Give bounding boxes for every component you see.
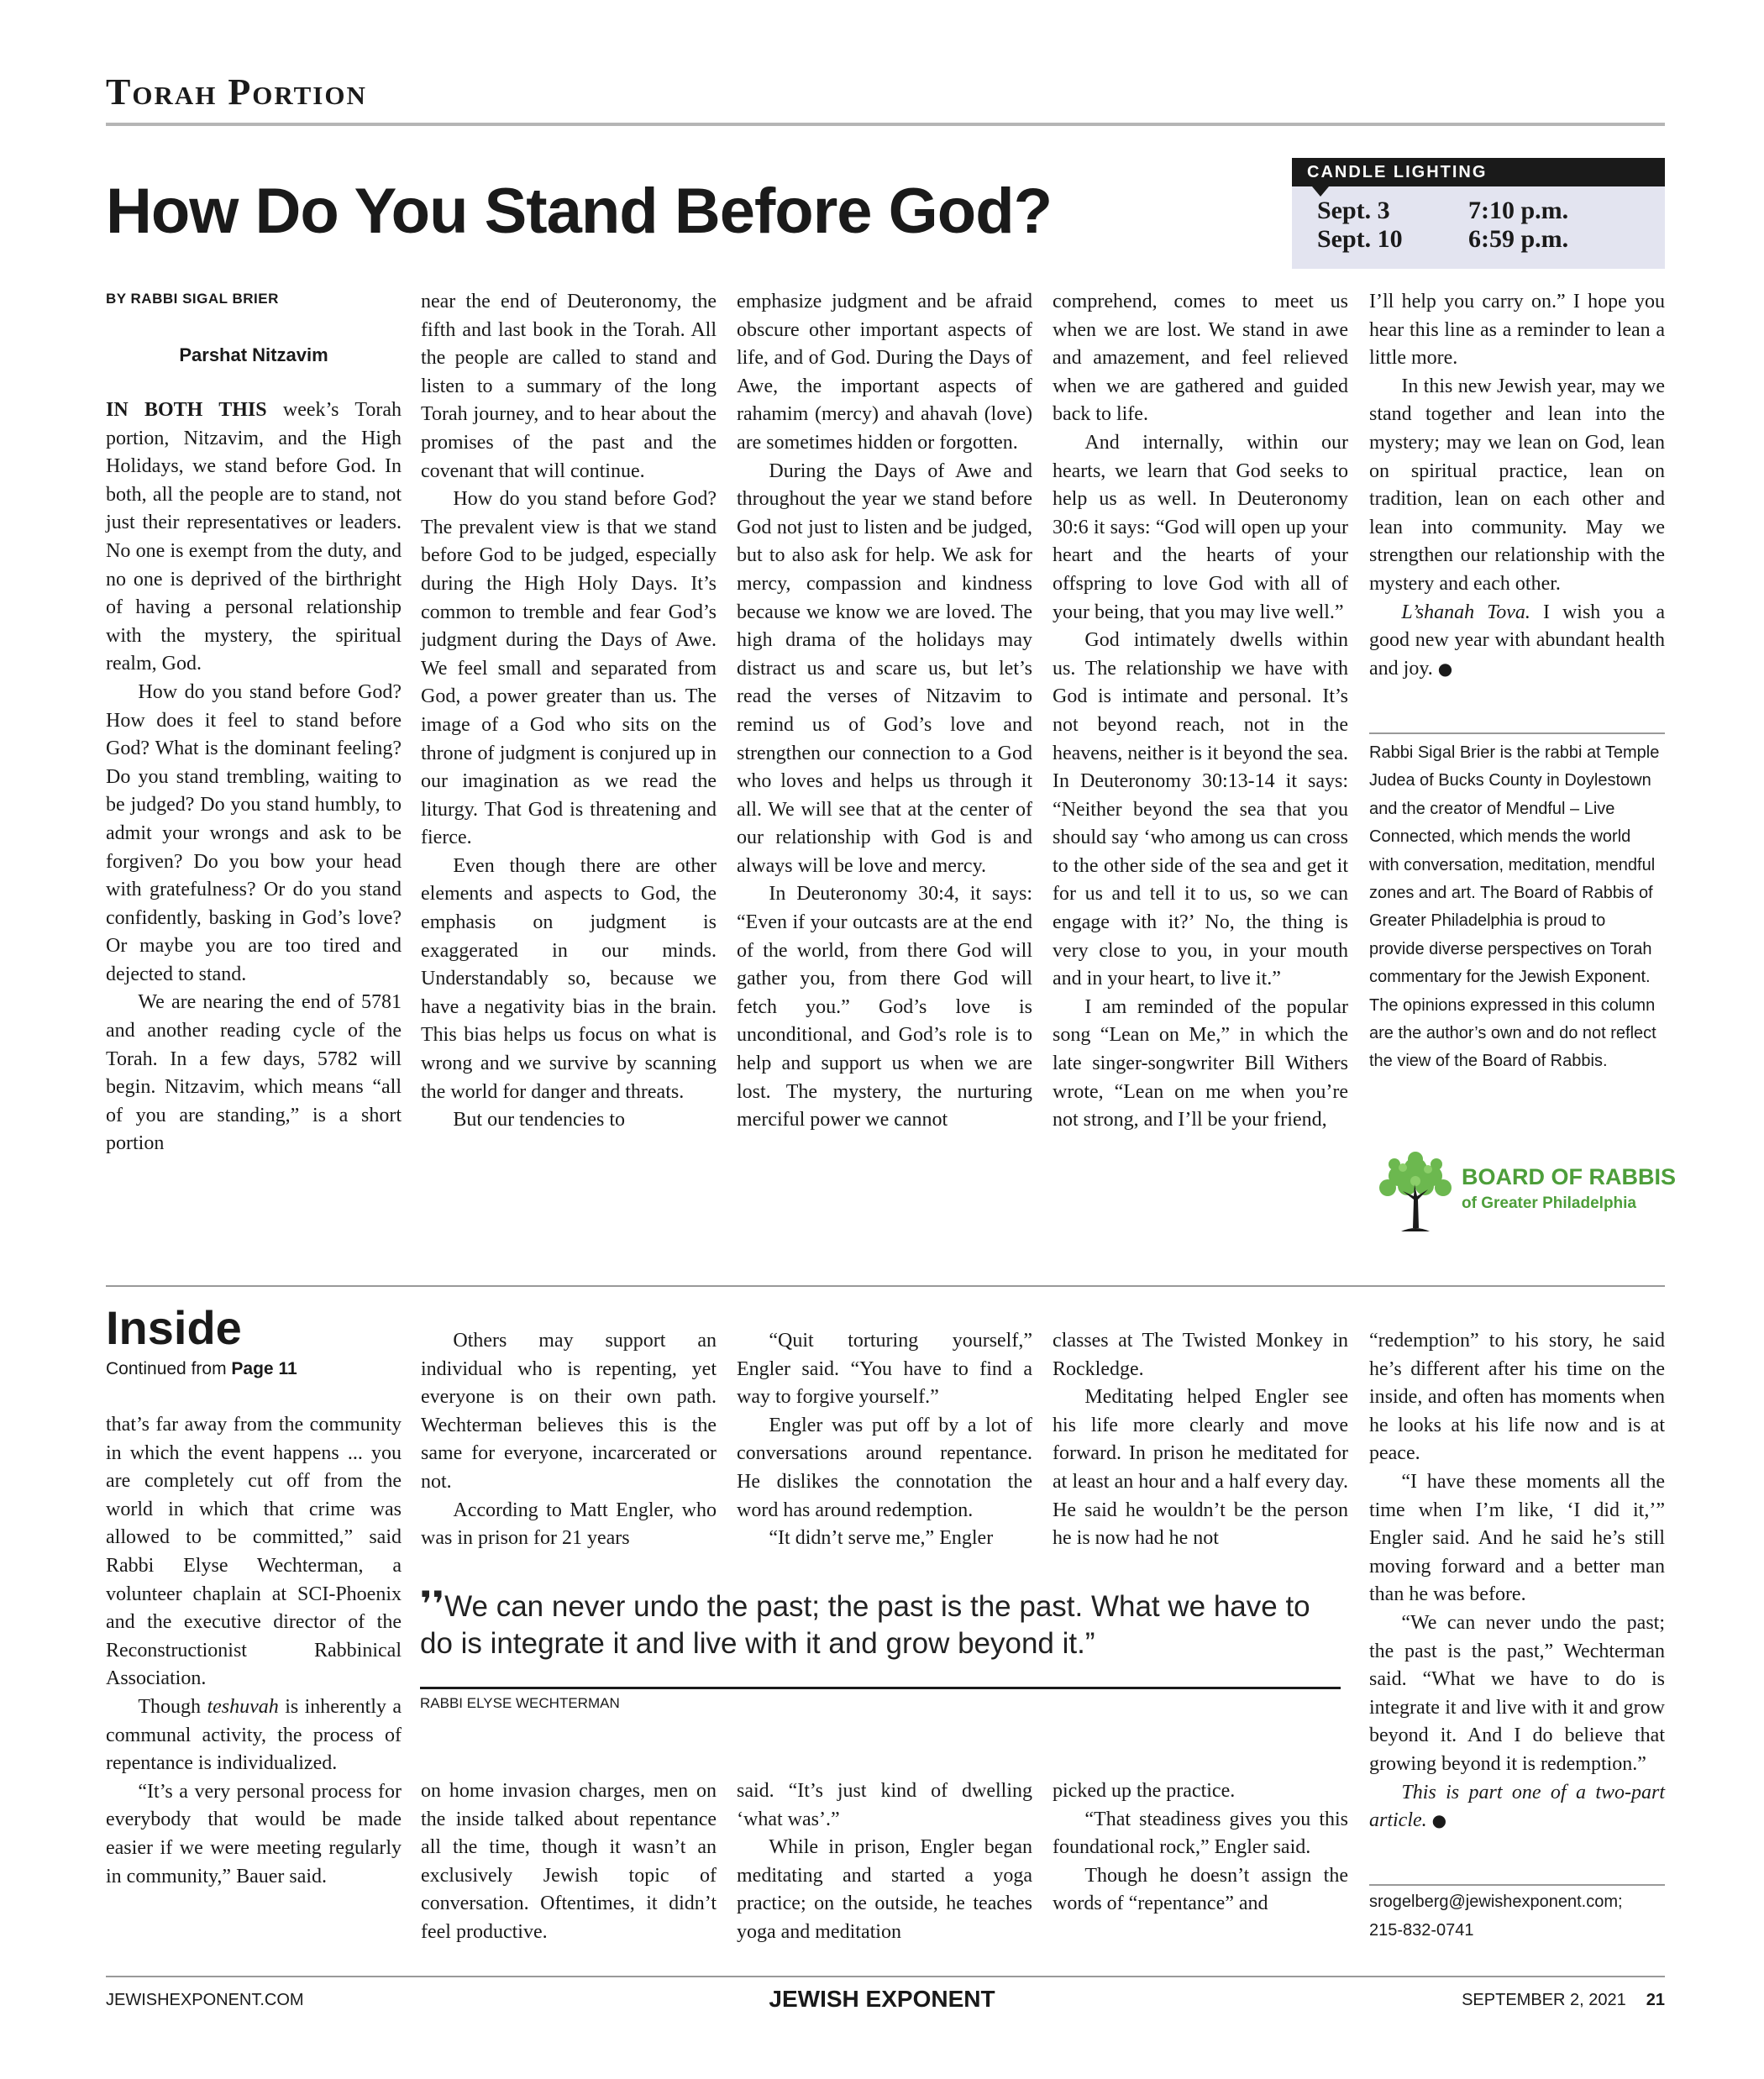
inside-column-3-bottom [737, 1777, 1032, 1947]
top-rule [106, 123, 1665, 126]
article-column-1 [106, 396, 402, 1158]
inside-column-5 [1369, 1327, 1665, 1835]
parsha-name: Parshat Nitzavim [179, 344, 328, 365]
paragraph: I’ll help you carry on.” I hope you hear this line as a reminder to lean a little more. [1369, 291, 1665, 370]
candle-date: Sept. 3 [1317, 197, 1390, 224]
inside-column-4-bottom [1053, 1777, 1348, 1919]
author-bio: Rabbi Sigal Brier is the rabbi at Temple Judea of Bucks County in Doylestown and the creator of Mendful – Live Connected, which mends the world with conversation, meditation, mendful zones and art. The Board of Rabbis of Greater Philadelphia is proud to provide diverse perspectives on Torah commentary for the Jewish Exponent. The opinions expressed in this column are the author’s own and do not reflect the view of the Board of Rabbis. [1369, 743, 1660, 1071]
candle-lighting-label: CANDLE LIGHTING [1292, 158, 1665, 186]
continued-from: Continued from Page 11 [106, 1359, 297, 1378]
candle-time: 6:59 p.m. [1468, 225, 1569, 253]
paragraph: God intimately dwells within us. The relationship we have with God is intimate and personal. It’s not beyond reach, not in the heavens, neither is it beyond the sea. In Deuteronomy 30:13-14 it says: “Neither beyond the sea that you should say ‘who among us can cross to the other side of the sea and get it for us and tell it to us, so we can engage with it?’ No, the thing is very close to you, in your mouth and in your heart, to live it.” [1053, 629, 1348, 990]
pull-quote-text: We can never undo the past; the past is the past. What we have to do is integrate it and live with it and grow beyond it.” [420, 1590, 1310, 1660]
pull-quote-attribution: RABBI ELYSE WECHTERMAN [420, 1695, 620, 1711]
paragraph: During the Days of Awe and throughout the year we stand before God not just to listen and be judged, but to also ask for help. We ask for mercy, compassion and kindness because we know we are loved. The high drama of the holidays may distract us and scare us, but let’s read the verses of Nitzavim to remind us of God’s love and strengthen our connection to a God who loves and helps us through it all. We will see that at the center of our relationship with God is and always will be love and mercy. [737, 459, 1032, 877]
paragraph: “redemption” to his story, he said he’s different after his time on the inside, and often has moments when he looks at his life now and is at peace. [1369, 1330, 1665, 1465]
paragraph: “It’s a very personal process for everybody that would be made easier if we were meeting regularly in community,” Bauer said. [106, 1780, 402, 1887]
paragraph: “I have these moments all the time when I’m like, ‘I did it,’” Engler said. And he said he’s still moving forward and a better man than he was before. [1369, 1470, 1665, 1606]
paragraph: According to Matt Engler, who was in prison for 21 years [421, 1499, 717, 1550]
end-mark-icon: ● [1437, 658, 1453, 679]
article-column-2 [421, 288, 717, 1135]
paragraph: picked up the practice. [1053, 1780, 1236, 1802]
quote-mark-icon: ❜❜ [420, 1583, 445, 1625]
footer-date: SEPTEMBER 2, 2021 [1462, 1991, 1626, 2009]
paragraph: Meditating helped Engler see his life more clearly and move forward. In prison he meditated for at least an hour and a half every day. He said he wouldn’t be the person he is now had he not [1053, 1386, 1348, 1550]
paragraph: that’s far away from the community in which the event happens ... you are completely cut off from the world in which that crime was allowed to be committed,” said Rabbi Elyse Wechterman, a volunteer chaplain at SCI-Phoenix and the executive director of the Reconstructionist Rabbinical Association. [106, 1414, 402, 1690]
paragraph: Others may support an individual who is repenting, yet everyone is on their own path. Wechterman believes this is the same for everyone, incarcerated or not. [421, 1330, 717, 1493]
logo-title: BOARD OF RABBIS [1462, 1164, 1676, 1189]
candle-lighting-box [1292, 158, 1665, 269]
paragraph: Engler was put off by a lot of conversations around repentance. He dislikes the connotation the word has around redemption. [737, 1414, 1032, 1521]
paragraph: Though he doesn’t assign the words of “repentance” and [1053, 1864, 1348, 1915]
inside-column-3-top [737, 1327, 1032, 1553]
paragraph: In Deuteronomy 30:4, it says: “Even if your outcasts are at the end of the world, from there God will gather you, from there God will fetch you.” God’s love is unconditional, and God’s role is to help and support us when we are lost. The mystery, the nurturing merciful power we cannot [737, 883, 1032, 1131]
paragraph: on home invasion charges, men on the inside talked about repentance all the time, though it wasn’t an exclusively Jewish topic of conversation. Oftentimes, it didn’t feel productive. [421, 1780, 717, 1943]
paragraph [1369, 1779, 1665, 1835]
byline: BY RABBI SIGAL BRIER [106, 291, 279, 307]
inside-column-2-top [421, 1327, 717, 1553]
footer-date-page [1462, 1991, 1665, 2010]
continued-page: Page 11 [231, 1359, 297, 1378]
paragraph: “Quit torturing yourself,” Engler said. “You have to find a way to forgive yourself.” [737, 1330, 1032, 1409]
page-number: 21 [1646, 1991, 1665, 2009]
paragraph: While in prison, Engler began meditating and started a yoga practice; on the outside, he teaches yoga and meditation [737, 1836, 1032, 1943]
paragraph: L’shanah Tova. I wish you a good new year with abundant health and joy. ● [1369, 601, 1666, 680]
paragraph: IN BOTH THIS week’s Torah portion, Nitzavim, and the High Holidays, we stand before God. In both, all the people are to stand, not just their representatives or leaders. No one is exempt from the duty, and no one is deprived of the birthright of having a personal relationship with the mystery, the spiritual realm, God. [106, 399, 402, 675]
candle-date: Sept. 10 [1317, 225, 1403, 253]
paragraph: How do you stand before God? The prevalent view is that we stand before God to be judged, especially during the High Holy Days. It’s common to tremble and fear God’s judgment during the Days of Awe. We feel small and separated from God, a power greater than us. The image of a God who sits on the throne of judgment is conjured up in our imagination as we read the liturgy. That God is threatening and fierce. [421, 488, 717, 849]
paragraph: said. “It’s just kind of dwelling ‘what was’.” [737, 1780, 1032, 1830]
paragraph: How do you stand before God? How does it feel to stand before God? What is the dominant feeling? Do you stand trembling, waiting to be judged? Do you stand humbly, to admit your wrongs and ask to be forgiven? Do you bow your head with gratefulness? Or do you stand confidently, basking in God’s love? Or maybe you are too tired and dejected to stand. [106, 680, 402, 985]
pull-quote [420, 1583, 1341, 1662]
lead-in: IN BOTH THIS [106, 399, 267, 421]
paragraph: classes at The Twisted Monkey in Rockledge. [1053, 1330, 1348, 1380]
paragraph: And internally, within our hearts, we learn that God seeks to help us as well. In Deuteronomy 30:6 it says: “God will open up your heart and the hearts of your offspring to love God with all of your being, that you may live well.” [1053, 431, 1348, 623]
paragraph: In this new Jewish year, may we stand together and lean into the mystery; may we lean on God, lean on spiritual practice, lean on tradition, lean on each other and lean into community. May we strengthen our relationship with the mystery and each other. [1369, 375, 1665, 595]
candle-lighting-notch [1312, 186, 1329, 197]
contact-rule [1369, 1884, 1665, 1886]
section-divider [106, 1285, 1665, 1287]
contact-email: srogelberg@jewishexponent.com; [1369, 1893, 1623, 1911]
paragraph: “We can never undo the past; the past is the past,” Wechterman said. “What we have to do is integrate it and live with it and grow beyond it. And I do believe that growing beyond it is redemption.” [1369, 1611, 1665, 1775]
paragraph: I am reminded of the popular song “Lean on Me,” in which the late singer-songwriter Bill Withers wrote, “Lean on me when you’re not strong, and I’ll be your friend, [1053, 995, 1348, 1131]
footer-rule [106, 1976, 1665, 1977]
paragraph: “That steadiness gives you this foundational rock,” Engler said. [1053, 1808, 1348, 1859]
inside-title: Inside [106, 1301, 242, 1354]
paragraph: emphasize judgment and be afraid obscure other important aspects of life, and of God. During the Days of Awe, the important aspects of rahamim (mercy) and ahavah (love) are sometimes hidden or forgotten. [737, 291, 1032, 454]
paragraph: Though teshuvah is inherently a communal activity, the process of repentance is individualized. [106, 1695, 402, 1775]
paragraph: Even though there are other elements and aspects to God, the emphasis on judgment is exaggerated in our minds. Understandably so, because we have a negativity bias in the brain. This bias helps us focus on what is wrong and we survive by scanning the world for danger and threats. [421, 854, 717, 1103]
inside-column-2-bottom [421, 1777, 717, 1947]
section-label: Torah Portion [106, 71, 367, 113]
footer-publication: JEWISH EXPONENT [769, 1986, 995, 2012]
article-column-4 [1053, 288, 1348, 1135]
candle-time: 7:10 p.m. [1468, 197, 1569, 224]
board-of-rabbis-logo [1369, 1144, 1665, 1236]
hebrew-term: teshuvah [207, 1695, 279, 1718]
tree-icon [1369, 1144, 1462, 1236]
bio-rule [1369, 732, 1665, 734]
footer-site: JEWISHEXPONENT.COM [106, 1991, 304, 2009]
contact-phone: 215-832-0741 [1369, 1920, 1474, 1940]
paragraph: comprehend, comes to meet us when we are lost. We stand in awe and amazement, and feel relieved when we are gathered and guided back to life. [1053, 291, 1348, 426]
paragraph: But our tendencies to [453, 1109, 626, 1131]
paragraph: near the end of Deuteronomy, the fifth and last book in the Torah. All the people are called to stand and listen to a summary of the long Torah journey, and to hear about the promises of the past and the covenant that will continue. [421, 291, 717, 482]
article-column-3 [737, 288, 1032, 1135]
greeting: L’shanah Tova. [1401, 601, 1530, 623]
logo-subtitle: of Greater Philadelphia [1462, 1194, 1636, 1212]
paragraph: “It didn’t serve me,” Engler [769, 1527, 994, 1550]
pull-quote-rule [420, 1687, 1341, 1689]
inside-column-1 [106, 1411, 402, 1891]
headline: How Do You Stand Before God? [106, 176, 1053, 247]
end-mark-icon: ● [1431, 1810, 1447, 1831]
paragraph: We are nearing the end of 5781 and another reading cycle of the Torah. In a few days, 5782 will begin. Nitzavim, which means “all of you are standing,” is a short portion [106, 991, 402, 1155]
inside-column-4-top [1053, 1327, 1348, 1553]
contact-info [1369, 1888, 1665, 1945]
series-note: This is part one of a two-part article. [1369, 1781, 1665, 1832]
article-column-5 [1369, 288, 1665, 683]
